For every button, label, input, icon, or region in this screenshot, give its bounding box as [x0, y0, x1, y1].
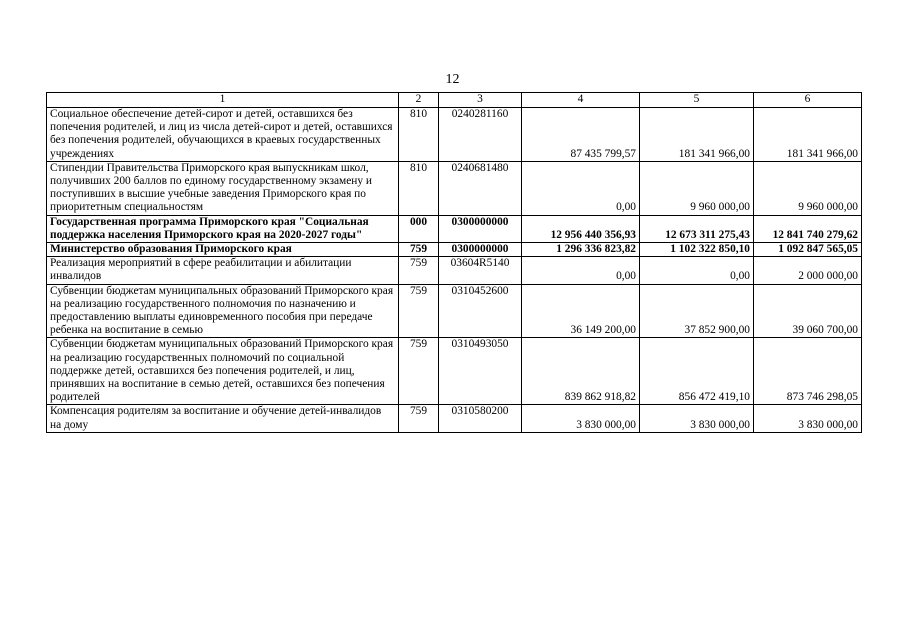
table-row	[47, 108, 862, 162]
row-value-2026-cell: 3 830 000,00	[640, 405, 754, 432]
row-value-2027-cell: 39 060 700,00	[754, 284, 862, 338]
row-name-cell: Субвенции бюджетам муниципальных образований Приморского края на реализацию государственных полномочий по социальной поддержке детей, оставшихся без попечения родителей, и лиц, принявших на воспитание в семью детей, оставшихся без попечения родителей	[47, 338, 399, 405]
table-row	[47, 161, 862, 215]
row-grbs-cell: 759	[399, 284, 439, 338]
row-value-2025-cell: 1 296 336 823,82	[522, 243, 640, 257]
row-value-2027-cell: 2 000 000,00	[754, 257, 862, 284]
row-csr-cell: 0240681480	[439, 161, 522, 215]
table-row	[47, 405, 862, 432]
row-value-2027-cell: 3 830 000,00	[754, 405, 862, 432]
row-value-2025-cell: 0,00	[522, 257, 640, 284]
row-csr-cell: 0300000000	[439, 215, 522, 242]
row-name-cell: Социальное обеспечение детей-сирот и детей, оставшихся без попечения родителей, и лиц из числа детей-сирот и детей, оставшихся без попечения родителей, обучающихся в краевых государственных учреждениях	[47, 108, 399, 162]
row-grbs-cell: 759	[399, 338, 439, 405]
row-name-cell: Субвенции бюджетам муниципальных образований Приморского края на реализацию государственного полномочия по назначению и предоставлению выплаты единовременного пособия при передаче ребенка на воспитание в семью	[47, 284, 399, 338]
row-value-2027-cell: 12 841 740 279,62	[754, 215, 862, 242]
row-value-2026-cell: 37 852 900,00	[640, 284, 754, 338]
table-row	[47, 284, 862, 338]
row-value-2026-cell: 9 960 000,00	[640, 161, 754, 215]
row-name-cell: Компенсация родителям за воспитание и обучение детей-инвалидов на дому	[47, 405, 399, 432]
row-value-2026-cell: 181 341 966,00	[640, 108, 754, 162]
table-row	[47, 257, 862, 284]
row-grbs-cell: 000	[399, 215, 439, 242]
header-cell-6: 6	[754, 93, 862, 108]
row-grbs-cell: 759	[399, 257, 439, 284]
row-csr-cell: 03604R5140	[439, 257, 522, 284]
page-number: 12	[445, 72, 460, 87]
table-header-row	[47, 93, 862, 108]
row-value-2025-cell: 36 149 200,00	[522, 284, 640, 338]
row-value-2027-cell: 1 092 847 565,05	[754, 243, 862, 257]
header-cell-2: 2	[399, 93, 439, 108]
row-csr-cell: 0310493050	[439, 338, 522, 405]
row-name-cell: Государственная программа Приморского края "Социальная поддержка населения Приморского края на 2020-2027 годы"	[47, 215, 399, 242]
table-row	[47, 215, 862, 242]
row-csr-cell: 0240281160	[439, 108, 522, 162]
row-value-2025-cell: 12 956 440 356,93	[522, 215, 640, 242]
row-value-2025-cell: 839 862 918,82	[522, 338, 640, 405]
row-name-cell: Министерство образования Приморского края	[47, 243, 399, 257]
row-value-2026-cell: 1 102 322 850,10	[640, 243, 754, 257]
row-value-2027-cell: 181 341 966,00	[754, 108, 862, 162]
row-grbs-cell: 810	[399, 161, 439, 215]
row-name-cell: Реализация мероприятий в сфере реабилитации и абилитации инвалидов	[47, 257, 399, 284]
row-value-2025-cell: 0,00	[522, 161, 640, 215]
row-csr-cell: 0300000000	[439, 243, 522, 257]
table-row	[47, 243, 862, 257]
row-value-2026-cell: 12 673 311 275,43	[640, 215, 754, 242]
table-row	[47, 338, 862, 405]
header-cell-4: 4	[522, 93, 640, 108]
budget-table	[46, 92, 862, 433]
row-csr-cell: 0310580200	[439, 405, 522, 432]
header-cell-5: 5	[640, 93, 754, 108]
row-value-2025-cell: 3 830 000,00	[522, 405, 640, 432]
row-value-2027-cell: 9 960 000,00	[754, 161, 862, 215]
row-name-cell: Стипендии Правительства Приморского края выпускникам школ, получивших 200 баллов по единому государственному экзамену и поступивших в высшие учебные заведения Приморского края по приоритетным специальностям	[47, 161, 399, 215]
row-csr-cell: 0310452600	[439, 284, 522, 338]
row-grbs-cell: 759	[399, 405, 439, 432]
row-grbs-cell: 759	[399, 243, 439, 257]
row-value-2026-cell: 0,00	[640, 257, 754, 284]
row-value-2027-cell: 873 746 298,05	[754, 338, 862, 405]
header-cell-1: 1	[47, 93, 399, 108]
row-grbs-cell: 810	[399, 108, 439, 162]
row-value-2026-cell: 856 472 419,10	[640, 338, 754, 405]
row-value-2025-cell: 87 435 799,57	[522, 108, 640, 162]
header-cell-3: 3	[439, 93, 522, 108]
